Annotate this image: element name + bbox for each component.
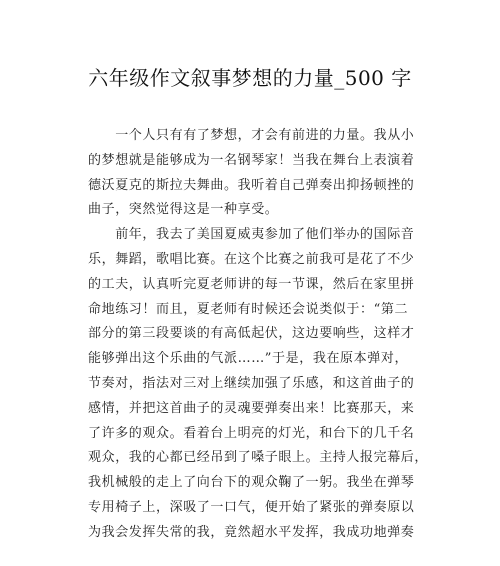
body-line: 感情，并把这首曲子的灵魂要弹奏出来！比赛那天，来 <box>88 400 415 416</box>
document-body <box>88 124 429 546</box>
body-line: 曲子，突然觉得这是一种享受。 <box>88 202 279 218</box>
body-line: 一个人只有有了梦想，才会有前进的力量。我从小 <box>88 128 415 143</box>
body-line: 观众，我的心都已经吊到了嗓子眼上。主持人报完幕后， <box>88 450 429 466</box>
body-line: 我机械般的走上了向台下的观众鞠了一躬。我坐在弹琴 <box>88 475 415 491</box>
body-line: 专用椅子上，深吸了一口气，便开始了紧张的弹奏原以 <box>88 499 415 515</box>
body-line: 命地练习！而且，夏老师有时候还会说类似于：“第二 <box>88 301 409 317</box>
body-line: 乐，舞蹈，歌唱比赛。在这个比赛之前我可是花了不少 <box>88 251 415 267</box>
body-line: 的梦想就是能够成为一名钢琴家！当我在舞台上表演着 <box>88 152 415 168</box>
body-line: 能够弹出这个乐曲的气派……”于是，我在原本弹对， <box>88 351 409 367</box>
body-line: 节奏对，指法对三对上继续加强了乐感，和这首曲子的 <box>88 375 415 391</box>
body-line: 德沃夏克的斯拉夫舞曲。我听着自己弹奏出抑扬顿挫的 <box>88 177 415 193</box>
body-line: 了许多的观众。看着台上明亮的灯光，和台下的几千名 <box>88 425 415 441</box>
body-line: 为我会发挥失常的我，竟然超水平发挥，我成功地弹奏 <box>88 524 415 540</box>
body-line: 部分的第三段要谈的有高低起伏，这边要响些，这样才 <box>88 326 415 342</box>
body-line: 前年，我去了美国夏威夷参加了他们举办的国际音 <box>88 227 415 243</box>
document-title: 六年级作文叙事梦想的力量_500 字 <box>88 66 412 90</box>
body-line: 的工夫，认真听完夏老师讲的每一节课，然后在家里拼 <box>88 276 415 292</box>
